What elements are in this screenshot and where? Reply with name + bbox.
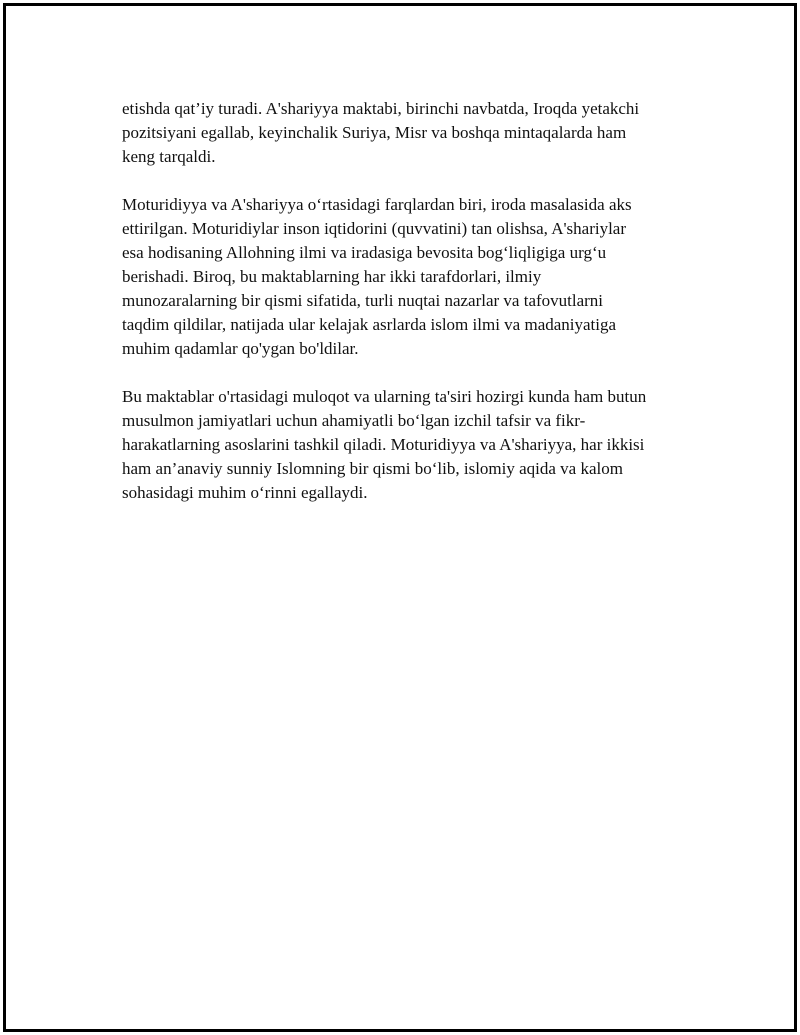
paragraph-1: [122, 97, 702, 169]
text-line: esa hodisaning Allohning ilmi va iradasiga bevosita bog‘liqligiga urg‘u: [122, 243, 607, 262]
page-frame: [3, 3, 797, 1032]
text-line: ham an’anaviy sunniy Islomning bir qismi bo‘lib, islomiy aqida va kalom: [122, 459, 623, 478]
text-line: etishda qat’iy turadi. A'shariyya maktabi, birinchi navbatda, Iroqda yetakchi: [122, 99, 640, 118]
text-line: ettirilgan. Moturidiylar inson iqtidorini (quvvatini) tan olishsa, A'shariylar: [122, 219, 627, 238]
text-line: keng tarqaldi.: [122, 147, 216, 166]
text-line: pozitsiyani egallab, keyinchalik Suriya, Misr va boshqa mintaqalarda ham: [122, 123, 627, 142]
text-line: berishadi. Biroq, bu maktablarning har ikki tarafdorlari, ilmiy: [122, 267, 542, 286]
document-body: [122, 97, 702, 529]
text-line: taqdim qildilar, natijada ular kelajak asrlarda islom ilmi va madaniyatiga: [122, 315, 617, 334]
text-line: sohasidagi muhim o‘rinni egallaydi.: [122, 483, 368, 502]
paragraph-2: [122, 193, 702, 361]
text-line: muhim qadamlar qo'ygan bo'ldilar.: [122, 339, 359, 358]
text-line: Moturidiyya va A'shariyya o‘rtasidagi farqlardan biri, iroda masalasida aks: [122, 195, 632, 214]
text-line: musulmon jamiyatlari uchun ahamiyatli bo‘lgan izchil tafsir va fikr-: [122, 411, 586, 430]
text-line: munozaralarning bir qismi sifatida, turli nuqtai nazarlar va tafovutlarni: [122, 291, 604, 310]
paragraph-3: [122, 385, 702, 505]
text-line: harakatlarning asoslarini tashkil qiladi. Moturidiyya va A'shariyya, har ikkisi: [122, 435, 645, 454]
text-line: Bu maktablar o'rtasidagi muloqot va ularning ta'siri hozirgi kunda ham butun: [122, 387, 647, 406]
